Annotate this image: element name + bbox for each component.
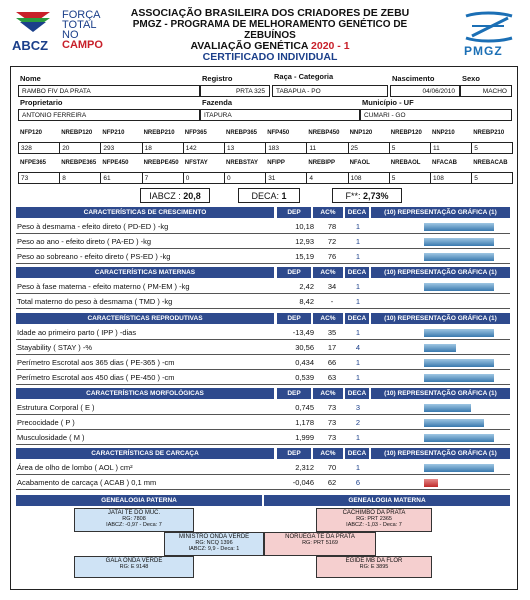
trait-row <box>16 371 510 385</box>
count1-value-nfp365: 142 <box>183 142 225 154</box>
genealogy-box-avo_mat <box>264 532 376 556</box>
evaluation-year: 2020 - 1 <box>311 40 350 52</box>
trait-row <box>16 416 510 430</box>
header-dep-0: DEP <box>277 207 311 218</box>
trait-name: Perímetro Escrotal aos 365 dias ( PE-365 ) -cm <box>17 357 175 367</box>
f-label: F**: <box>345 191 363 201</box>
genealogy-box-mae <box>316 508 432 532</box>
trait-ac: 17 <box>327 342 337 352</box>
pmgz-z-icon <box>458 10 518 44</box>
ancestor-info: RG: E 3895 <box>359 564 389 571</box>
count1-value-nrebp365: 13 <box>224 142 266 154</box>
label-municipio: Município - UF <box>362 98 414 107</box>
forca-line-2: TOTAL NO <box>62 19 97 41</box>
trait-name: Total materno do peso à desmama ( TMD ) -kg <box>17 297 173 307</box>
header-graf-2: (10) REPRESENTAÇÃO GRÁFICA (1) <box>371 313 510 324</box>
trait-name: Peso à fase materna - efeito materno ( PM-EM ) -kg <box>17 282 190 292</box>
field-nascimento: 04/06/2010 <box>390 85 460 97</box>
count2-label-nrebaol: NREBAOL <box>390 160 421 166</box>
abcz-text: ABCZ <box>12 38 49 53</box>
section-title-0: CARACTERÍSTICAS DE CRESCIMENTO <box>16 207 274 218</box>
ancestor-info: RG: PRT 2365 <box>356 516 392 523</box>
count2-label-nfstay: NFSTAY <box>184 160 208 166</box>
header-ac-1: AC% <box>313 267 343 278</box>
trait-row <box>16 235 510 249</box>
count2-value-nfstay: 0 <box>183 172 225 184</box>
trait-bar <box>424 419 484 427</box>
count1-value-nfp450: 183 <box>265 142 307 154</box>
count2-value-nrebipp: 4 <box>306 172 348 184</box>
count1-value-nrebp210: 5 <box>471 142 513 154</box>
genealogy-box-avo_mat2 <box>316 556 432 578</box>
trait-ac: 73 <box>327 433 337 443</box>
trait-row <box>16 250 510 264</box>
count1-label-nnp120: NNP120 <box>349 130 373 136</box>
count1-label-nrebp450: NREBP450 <box>308 130 340 136</box>
trait-bar <box>424 434 494 442</box>
count2-label-nfacab: NFACAB <box>432 160 457 166</box>
trait-dep: -0,046 <box>292 478 314 488</box>
trait-deca: 1 <box>355 222 361 231</box>
trait-ac: 66 <box>327 357 337 367</box>
label-registro: Registro <box>202 74 233 83</box>
trait-ac: 35 <box>327 327 337 337</box>
ancestor-info: RG: E 9148 <box>119 564 149 571</box>
header-ac-2: AC% <box>313 313 343 324</box>
trait-deca: 1 <box>355 372 361 382</box>
trait-bar <box>424 374 494 382</box>
count1-label-nfp450: NFP450 <box>267 130 290 136</box>
trait-deca: 6 <box>355 478 361 488</box>
header-deca-2: DECA <box>345 313 369 324</box>
ancestor-name: GALA ONDA VERDE <box>105 558 163 565</box>
count2-value-nrebaol: 5 <box>389 172 431 184</box>
deca-summary <box>238 188 300 203</box>
section-title-4: CARACTERÍSTICAS DE CARCAÇA <box>16 448 274 459</box>
count2-value-nfaol: 108 <box>348 172 390 184</box>
f-summary <box>332 188 402 203</box>
forca-line-3: CAMPO <box>62 39 103 51</box>
trait-bar <box>424 329 494 337</box>
count1-value-nrebp120: 5 <box>389 142 431 154</box>
trait-dep: 10,18 <box>295 222 314 231</box>
header-ac-4: AC% <box>313 448 343 459</box>
genealogy-box-pai <box>74 508 194 532</box>
field-municipio: CUMARI - GO <box>360 109 512 121</box>
trait-ac: 63 <box>327 372 337 382</box>
trait-ac: 72 <box>327 237 337 247</box>
label-fazenda: Fazenda <box>202 98 233 107</box>
trait-name: Peso ao sobreano - efeito direto ( PS-ED ) -kg <box>17 252 171 262</box>
trait-ac: 73 <box>327 418 337 427</box>
trait-row <box>16 280 510 294</box>
trait-dep: 0,745 <box>295 402 314 412</box>
trait-name: Peso à desmama - efeito direto ( PD-ED ) -kg <box>17 222 169 231</box>
count1-value-nrebp120: 20 <box>59 142 101 154</box>
count1-label-nrebp120: NREBP120 <box>390 130 422 136</box>
trait-deca: 1 <box>355 237 361 247</box>
trait-bar <box>424 464 494 472</box>
header-graf-4: (10) REPRESENTAÇÃO GRÁFICA (1) <box>371 448 510 459</box>
field-raca: TABAPUA - PO <box>272 85 388 97</box>
trait-ac: 34 <box>327 282 337 292</box>
header-dep-1: DEP <box>277 267 311 278</box>
trait-deca: 3 <box>355 402 361 412</box>
header-graf-1: (10) REPRESENTAÇÃO GRÁFICA (1) <box>371 267 510 278</box>
forca-total-no-campo <box>62 10 110 50</box>
ancestor-info: RG: NCQ 1396 <box>195 540 233 547</box>
count2-label-nrebpe450: NREBPE450 <box>143 160 179 166</box>
trait-row <box>16 341 510 355</box>
header-graf-0: (10) REPRESENTAÇÃO GRÁFICA (1) <box>371 207 510 218</box>
trait-dep: 0,434 <box>295 357 314 367</box>
label-sexo: Sexo <box>462 74 480 83</box>
genealogy-paterna-title: GENEALOGIA PATERNA <box>16 495 262 506</box>
abcz-flag-icon <box>14 10 52 34</box>
trait-bar <box>424 344 456 352</box>
count2-label-nfipp: NFIPP <box>267 160 285 166</box>
section-title-2: CARACTERÍSTICAS REPRODUTIVAS <box>16 313 274 324</box>
count2-label-nrebipp: NREBIPP <box>308 160 336 166</box>
header-ac-3: AC% <box>313 388 343 399</box>
ancestor-name: MINISTRO ONDA VERDE <box>178 534 250 541</box>
trait-name: Peso ao ano - efeito direto ( PA-ED ) -kg <box>17 237 152 247</box>
trait-name: Área de olho de lombo ( AOL ) cm² <box>17 463 133 473</box>
count2-value-nfacab: 108 <box>430 172 472 184</box>
field-sexo: MACHO <box>460 85 512 97</box>
label-nome: Nome <box>20 74 41 83</box>
trait-dep: 2,42 <box>299 282 314 292</box>
trait-deca: 1 <box>355 297 361 307</box>
label-proprietario: Proprietario <box>20 98 63 107</box>
count1-label-nrebp210: NREBP210 <box>143 130 175 136</box>
count2-value-nfipp: 31 <box>265 172 307 184</box>
trait-deca: 1 <box>355 327 361 337</box>
count1-label-nrebp210: NREBP210 <box>473 130 505 136</box>
trait-name: Stayability ( STAY ) -% <box>17 342 93 352</box>
iabcz-label: IABCZ : <box>149 191 184 201</box>
pmgz-logo <box>458 10 518 60</box>
trait-bar <box>424 283 494 291</box>
count2-value-nrebstay: 0 <box>224 172 266 184</box>
count1-value-nrebp210: 18 <box>142 142 184 154</box>
header-deca-3: DECA <box>345 388 369 399</box>
header-line-2: PMGZ - PROGRAMA DE MELHORAMENTO GENÉTICO DE ZEBUÍNOS <box>132 19 408 41</box>
trait-dep: 12,93 <box>295 237 314 247</box>
trait-row <box>16 295 510 309</box>
trait-ac: - <box>330 297 334 307</box>
trait-ac: 62 <box>327 478 337 488</box>
trait-name: Precocidade ( P ) <box>17 418 75 427</box>
count2-value-nfpe450: 61 <box>100 172 142 184</box>
header-dep-4: DEP <box>277 448 311 459</box>
trait-deca: 4 <box>355 342 361 352</box>
count2-value-nrebpe365: 8 <box>59 172 101 184</box>
count1-value-nfp120: 328 <box>18 142 60 154</box>
ancestor-name: EGIDE MB DA FLOR <box>345 558 403 565</box>
trait-row <box>16 326 510 340</box>
trait-name: Acabamento de carcaça ( ACAB ) 0,1 mm <box>17 478 157 488</box>
header-line-1: ASSOCIAÇÃO BRASILEIRA DOS CRIADORES DE ZEBU <box>130 7 410 19</box>
trait-deca: 1 <box>355 357 361 367</box>
ancestor-name: JATAI TE DO MUC. <box>107 510 161 517</box>
ancestor-info: IABCZ: 9,9 - Deca: 1 <box>188 546 240 553</box>
count1-value-nnp120: 25 <box>348 142 390 154</box>
deca-value: 1 <box>281 191 287 201</box>
trait-deca: 1 <box>355 463 361 473</box>
count2-label-nfpe450: NFPE450 <box>102 160 129 166</box>
count1-value-nnp210: 11 <box>430 142 472 154</box>
pmgz-text: PMGZ <box>464 44 503 58</box>
count2-value-nrebpe450: 7 <box>142 172 184 184</box>
header-deca-0: DECA <box>345 207 369 218</box>
trait-deca: 1 <box>355 433 361 443</box>
trait-dep: 15,19 <box>295 252 314 262</box>
deca-label: DECA: <box>251 191 282 201</box>
trait-name: Perímetro Escrotal aos 450 dias ( PE-450 ) -cm <box>17 372 175 382</box>
trait-row <box>16 476 510 490</box>
trait-dep: 8,42 <box>299 297 314 307</box>
count1-value-nrebp450: 11 <box>306 142 348 154</box>
header-dep-3: DEP <box>277 388 311 399</box>
ancestor-info: IABCZ: -1,03 - Deca: 7 <box>346 522 402 529</box>
trait-name: Musculosidade ( M ) <box>17 433 85 443</box>
header-ac-0: AC% <box>313 207 343 218</box>
count1-value-nfp210: 293 <box>100 142 142 154</box>
f-value: 2,73% <box>362 191 389 201</box>
header-deca-1: DECA <box>345 267 369 278</box>
trait-row <box>16 431 510 445</box>
trait-dep: -13,49 <box>292 327 314 337</box>
count2-label-nrebstay: NREBSTAY <box>226 160 259 166</box>
iabcz-value: 20,8 <box>183 191 201 201</box>
count1-label-nfp365: NFP365 <box>184 130 207 136</box>
genealogy-box-avo_pat <box>164 532 264 556</box>
label-nascimento: Nascimento <box>392 74 435 83</box>
trait-ac: 78 <box>327 222 337 231</box>
ancestor-info: IABCZ: -0,97 - Deca: 7 <box>106 522 162 529</box>
abcz-logo <box>10 8 110 60</box>
header-line-4: CERTIFICADO INDIVIDUAL <box>202 51 338 63</box>
count2-label-nrebpe365: NREBPE365 <box>61 160 97 166</box>
trait-row <box>16 356 510 370</box>
trait-deca: 1 <box>355 252 361 262</box>
evaluation-label: AVALIAÇÃO GENÉTICA <box>190 40 309 52</box>
count1-label-nfp120: NFP120 <box>20 130 43 136</box>
trait-row <box>16 401 510 415</box>
ancestor-info: RG: 7808 <box>122 516 146 523</box>
header-deca-4: DECA <box>345 448 369 459</box>
trait-ac: 76 <box>327 252 337 262</box>
trait-bar <box>424 238 494 246</box>
trait-name: Estrutura Corporal ( E ) <box>17 402 95 412</box>
trait-dep: 1,178 <box>295 418 314 427</box>
genealogy-box-avo_pat2 <box>74 556 194 578</box>
trait-dep: 1,999 <box>295 433 314 443</box>
trait-deca: 2 <box>355 418 361 427</box>
trait-bar <box>424 223 494 231</box>
trait-row <box>16 461 510 475</box>
ancestor-info: RG: PRT 5169 <box>302 540 338 547</box>
count2-label-nrebacab: NREBACAB <box>473 160 508 166</box>
trait-row <box>16 220 510 234</box>
section-title-1: CARACTERÍSTICAS MATERNAS <box>16 267 274 278</box>
count1-label-nrebp365: NREBP365 <box>226 130 258 136</box>
genealogy-materna-title: GENEALOGIA MATERNA <box>264 495 510 506</box>
header-dep-2: DEP <box>277 313 311 324</box>
trait-bar <box>424 253 494 261</box>
count1-label-nrebp120: NREBP120 <box>61 130 93 136</box>
forca-line-1: FORÇA <box>62 9 101 21</box>
header-graf-3: (10) REPRESENTAÇÃO GRÁFICA (1) <box>371 388 510 399</box>
count2-label-nfpe365: NFPE365 <box>20 160 47 166</box>
count2-value-nfpe365: 73 <box>18 172 60 184</box>
field-registro: PRTA 325 <box>200 85 270 97</box>
trait-deca: 1 <box>355 282 361 292</box>
count1-label-nfp210: NFP210 <box>102 130 125 136</box>
field-proprietario: ANTONIO FERREIRA <box>18 109 200 121</box>
ancestor-name: NORUEGA TE DA PRATA <box>285 534 355 541</box>
trait-name: Idade ao primeiro parto ( IPP ) -dias <box>17 327 137 337</box>
trait-bar <box>424 404 471 412</box>
field-nome: RAMBO FIV DA PRATA <box>18 85 200 97</box>
trait-dep: 0,539 <box>295 372 314 382</box>
trait-bar <box>424 479 438 487</box>
certificate-header <box>110 8 430 63</box>
count1-label-nnp210: NNP210 <box>432 130 455 136</box>
iabcz-summary <box>140 188 210 203</box>
label-raca: Raça - Categoria <box>274 72 334 81</box>
trait-dep: 2,312 <box>295 463 314 473</box>
section-title-3: CARACTERÍSTICAS MORFOLÓGICAS <box>16 388 274 399</box>
trait-ac: 73 <box>327 402 337 412</box>
count2-value-nrebacab: 5 <box>471 172 513 184</box>
trait-ac: 70 <box>327 463 337 473</box>
trait-bar <box>424 359 494 367</box>
field-fazenda: ITAPURA <box>200 109 360 121</box>
count2-label-nfaol: NFAOL <box>349 160 370 166</box>
trait-dep: 30,56 <box>295 342 314 352</box>
ancestor-name: CACHIMBO DA PRATA <box>342 510 406 517</box>
